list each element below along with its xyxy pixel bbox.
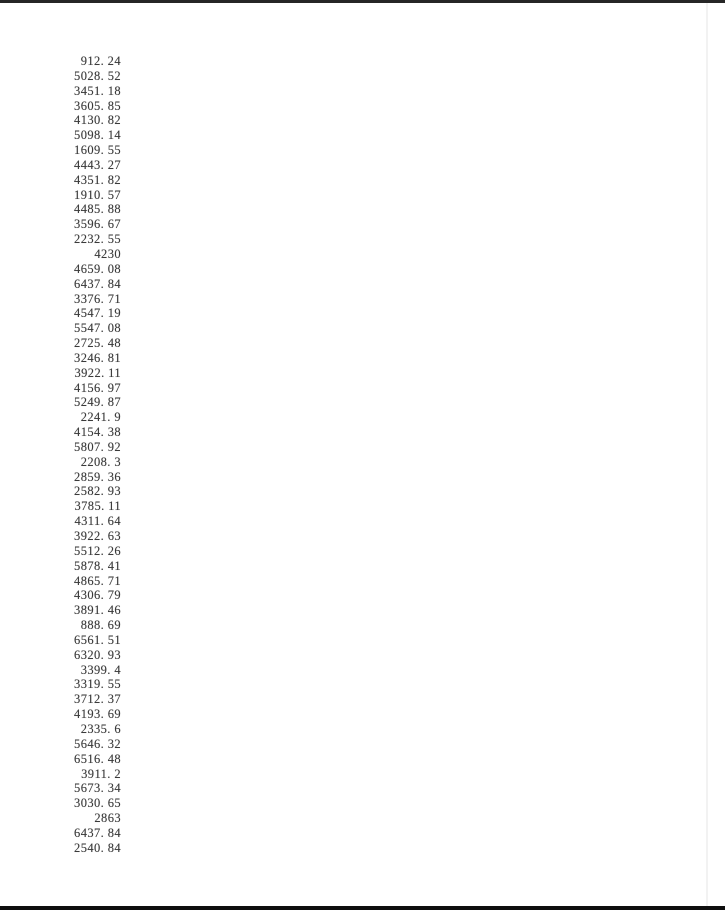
number-cell: 1609. 55 bbox=[74, 143, 121, 158]
number-cell: 5878. 41 bbox=[74, 558, 121, 573]
number-cell: 5673. 34 bbox=[74, 781, 121, 796]
number-cell: 3376. 71 bbox=[74, 291, 121, 306]
number-cell: 4311. 64 bbox=[74, 514, 121, 529]
number-cell: 4485. 88 bbox=[74, 202, 121, 217]
scan-edge-line bbox=[706, 3, 708, 906]
number-cell: 3246. 81 bbox=[74, 350, 121, 365]
number-cell: 5547. 08 bbox=[74, 321, 121, 336]
number-cell: 1910. 57 bbox=[74, 187, 121, 202]
number-cell: 6437. 84 bbox=[74, 825, 121, 840]
number-cell: 4154. 38 bbox=[74, 425, 121, 440]
number-cell: 888. 69 bbox=[80, 618, 121, 633]
number-cell: 3030. 65 bbox=[74, 796, 121, 811]
number-cell: 3596. 67 bbox=[74, 217, 121, 232]
number-cell: 3451. 18 bbox=[74, 83, 121, 98]
number-cell: 4659. 08 bbox=[74, 261, 121, 276]
number-cell: 4306. 79 bbox=[74, 588, 121, 603]
number-cell: 6437. 84 bbox=[74, 276, 121, 291]
number-cell: 5249. 87 bbox=[74, 395, 121, 410]
number-cell: 6516. 48 bbox=[74, 751, 121, 766]
number-cell: 4193. 69 bbox=[74, 707, 121, 722]
number-column bbox=[0, 54, 121, 856]
number-cell: 4230 bbox=[94, 246, 121, 261]
number-cell: 2208. 3 bbox=[80, 454, 121, 469]
number-cell: 2241. 9 bbox=[80, 410, 121, 425]
number-cell: 3891. 46 bbox=[74, 603, 121, 618]
page-top-border bbox=[0, 0, 725, 3]
number-cell: 5512. 26 bbox=[74, 543, 121, 558]
number-cell: 4156. 97 bbox=[74, 380, 121, 395]
number-cell: 5098. 14 bbox=[74, 128, 121, 143]
number-cell: 2725. 48 bbox=[74, 336, 121, 351]
number-cell: 2540. 84 bbox=[74, 840, 121, 855]
number-cell: 3785. 11 bbox=[74, 499, 121, 514]
number-cell: 3911. 2 bbox=[81, 766, 121, 781]
number-cell: 3712. 37 bbox=[74, 692, 121, 707]
number-cell: 2863 bbox=[94, 811, 121, 826]
number-cell: 4865. 71 bbox=[74, 573, 121, 588]
number-cell: 6561. 51 bbox=[74, 632, 121, 647]
number-cell: 4351. 82 bbox=[74, 172, 121, 187]
number-cell: 2859. 36 bbox=[74, 469, 121, 484]
number-cell: 2335. 6 bbox=[80, 721, 121, 736]
number-cell: 912. 24 bbox=[80, 54, 121, 68]
number-cell: 3922. 11 bbox=[74, 365, 121, 380]
number-cell: 5028. 52 bbox=[74, 68, 121, 83]
number-cell: 5646. 32 bbox=[74, 736, 121, 751]
number-cell: 3922. 63 bbox=[74, 529, 121, 543]
number-cell: 6320. 93 bbox=[74, 647, 121, 662]
number-cell: 5807. 92 bbox=[74, 439, 121, 454]
number-cell: 4130. 82 bbox=[74, 113, 121, 128]
number-cell: 4547. 19 bbox=[74, 306, 121, 321]
number-cell: 3605. 85 bbox=[74, 98, 121, 113]
page-bottom-rule bbox=[0, 906, 725, 910]
number-cell: 3399. 4 bbox=[80, 662, 121, 677]
number-cell: 4443. 27 bbox=[74, 157, 121, 172]
number-cell: 2232. 55 bbox=[74, 232, 121, 247]
number-cell: 3319. 55 bbox=[74, 677, 121, 692]
number-cell: 2582. 93 bbox=[74, 484, 121, 499]
